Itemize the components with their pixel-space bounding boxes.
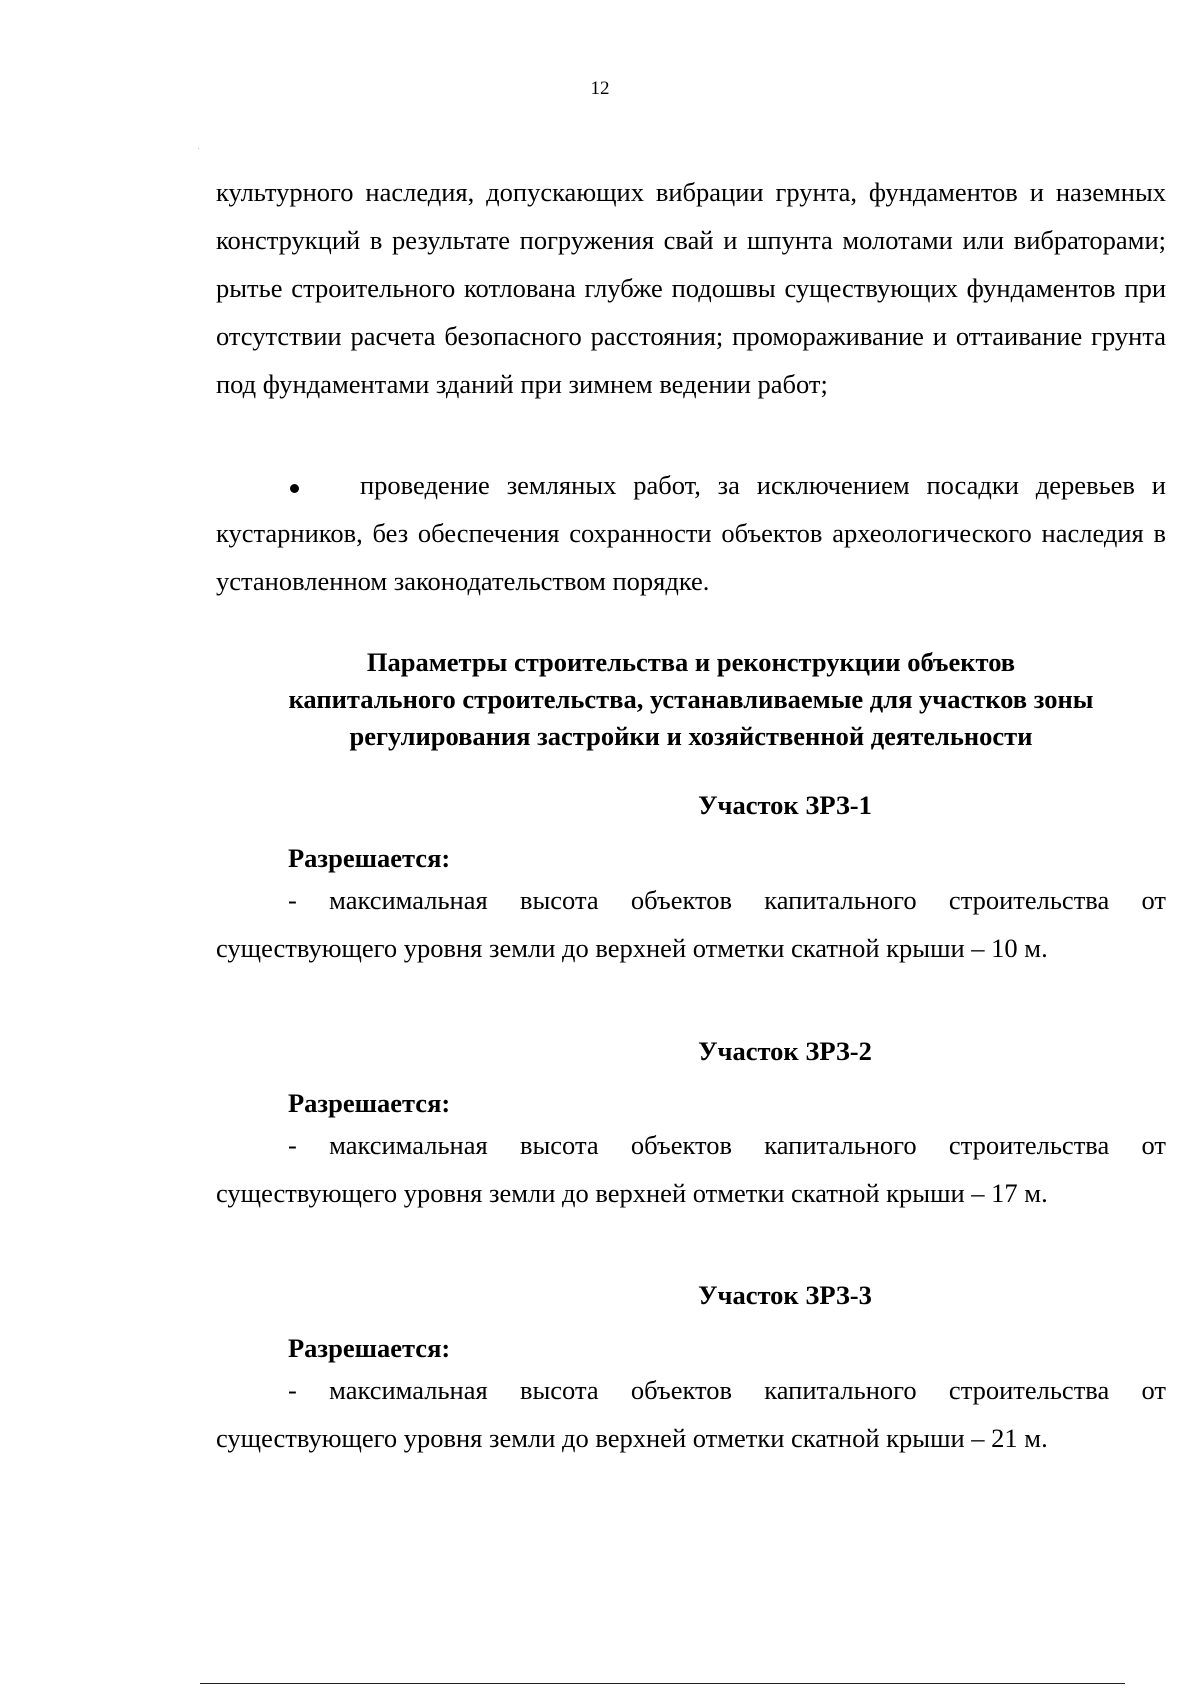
allowed-label-zrz-2: Разрешается: <box>288 1088 451 1118</box>
section-heading-line-3: регулирования застройки и хозяйственной деятельности <box>349 721 1033 751</box>
page-bottom-edge <box>200 1683 1125 1684</box>
allowed-label-zrz-3: Разрешается: <box>288 1333 451 1363</box>
page-number: 12 <box>590 78 610 99</box>
allowed-label-zrz-1: Разрешается: <box>288 843 451 873</box>
scan-artifact <box>198 148 199 149</box>
section-heading-line-2: капитального строительства, устанавливаемые для участков зоны <box>288 684 1094 714</box>
zone-title-zrz-2: Участок ЗРЗ-2 <box>698 1036 872 1066</box>
intro-paragraph: культурного наследия, допускающих вибрации грунта, фундаментов и наземных конструкций в результате погружения свай и шпунта молотами или вибраторами; рытье строительного котлована глубже подошвы существующих фундаментов при отсутствии расчета безопасного расстояния; промораживание и оттаивание грунта под фундаментами зданий при зимнем ведении работ; <box>216 177 1166 399</box>
rule-zrz-3: - максимальная высота объектов капитального строительства от существующего уровня земли до верхней отметки скатной крыши – 21 м. <box>216 1375 1166 1453</box>
zone-title-zrz-3: Участок ЗРЗ-3 <box>698 1280 872 1310</box>
rule-zrz-1: - максимальная высота объектов капитального строительства от существующего уровня земли до верхней отметки скатной крыши – 10 м. <box>216 885 1166 963</box>
rule-zrz-2: - максимальная высота объектов капитального строительства от существующего уровня земли до верхней отметки скатной крыши – 17 м. <box>216 1130 1166 1208</box>
bullet-item: проведение земляных работ, за исключением посадки деревьев и кустарников, без обеспечения сохранности объектов археологического наследия в установленном законодательством порядке. <box>216 470 1166 596</box>
zone-title-zrz-1: Участок ЗРЗ-1 <box>698 790 872 820</box>
section-heading-line-1: Параметры строительства и реконструкции объектов <box>366 647 1016 677</box>
